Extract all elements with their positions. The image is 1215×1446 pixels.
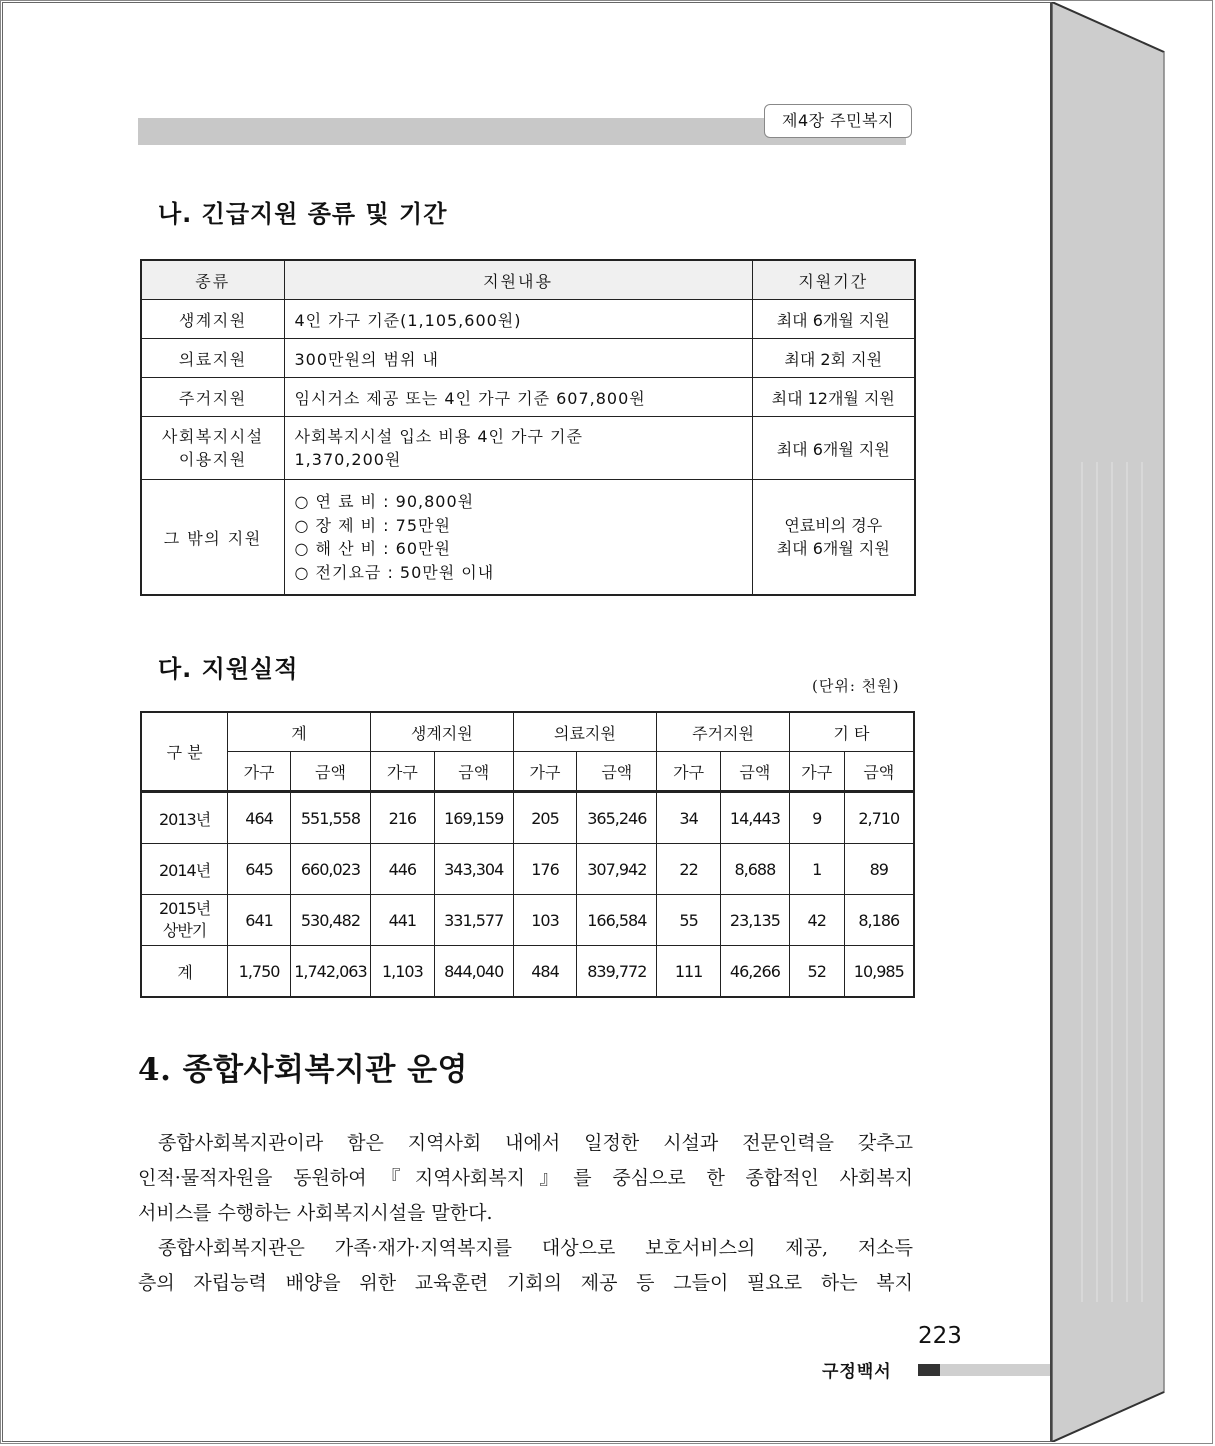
support-type: 그 밖의 지원 (141, 480, 284, 596)
unit-label: (단위: 천원) (812, 677, 900, 695)
support-period: 최대 2회 지원 (752, 339, 915, 378)
support-period-line: 연료비의 경우 (784, 515, 883, 535)
cell: 464 (228, 793, 291, 844)
cell: 530,482 (290, 895, 370, 946)
cell: 343,304 (434, 844, 513, 895)
support-types-table (140, 259, 916, 596)
body-line: 종합사회복지관이라 함은 지역사회 내에서 일정한 시설과 전문인력을 갖추고 (158, 1132, 913, 1154)
cell: 1 (789, 844, 844, 895)
row-label: 2013년 (141, 793, 228, 844)
cell: 89 (844, 844, 914, 895)
support-period (752, 480, 915, 596)
group-header: 기 타 (789, 712, 914, 752)
cell: 441 (370, 895, 434, 946)
cell: 14,443 (720, 793, 789, 844)
table-header: 지원기간 (752, 260, 915, 300)
footer-marker (918, 1364, 940, 1376)
bullet-item: ○ 전기요금 : 50만원 이내 (294, 562, 495, 582)
bullet-item: ○ 연 료 비 : 90,800원 (294, 492, 475, 511)
table-row (141, 895, 914, 946)
support-results-table (140, 711, 915, 998)
cell: 839,772 (577, 946, 657, 998)
cell: 205 (513, 793, 577, 844)
row-label: 2014년 (141, 844, 228, 895)
bullet-item: ○ 해 산 비 : 60만원 (294, 539, 451, 558)
support-content (284, 417, 752, 480)
support-type-line: 사회복지시설 (161, 426, 264, 446)
body-line: 서비스를 수행하는 사회복지시설을 말한다. (138, 1202, 493, 1224)
group-header: 생계지원 (370, 712, 513, 752)
body-line: 종합사회복지관은 가족·재가·지역복지를 대상으로 보호서비스의 제공, 저소득 (158, 1237, 913, 1259)
group-header: 의료지원 (513, 712, 657, 752)
sub-header: 금액 (844, 752, 914, 792)
corner-header: 구 분 (141, 712, 228, 791)
support-content: 4인 가구 기준(1,105,600원) (284, 300, 752, 339)
table-row (141, 480, 915, 596)
cell: 169,159 (434, 793, 513, 844)
cell: 216 (370, 793, 434, 844)
bullet-item: ○ 장 제 비 : 75만원 (294, 515, 451, 535)
cell: 446 (370, 844, 434, 895)
group-header: 주거지원 (657, 712, 790, 752)
row-label: 계 (141, 946, 228, 998)
sub-header: 가구 (228, 752, 291, 792)
footer-bar (940, 1364, 1050, 1376)
support-period: 최대 6개월 지원 (752, 300, 915, 339)
row-label (141, 895, 228, 946)
cell: 2,710 (844, 793, 914, 844)
cell: 1,103 (370, 946, 434, 998)
table-row (141, 844, 914, 895)
cell: 1,750 (228, 946, 291, 998)
row-label-line: 2015년 (158, 899, 211, 918)
group-header: 계 (228, 712, 371, 752)
cell: 10,985 (844, 946, 914, 998)
support-bullets (284, 480, 752, 596)
book-title: 구정백서 (822, 1362, 892, 1382)
cell: 166,584 (577, 895, 657, 946)
support-type (141, 417, 284, 480)
cell: 55 (657, 895, 721, 946)
support-content-line: 사회복지시설 입소 비용 4인 가구 기준 (294, 426, 583, 446)
table-row (141, 378, 915, 417)
table-row (141, 417, 915, 480)
cell: 645 (228, 844, 291, 895)
support-content-line: 1,370,200원 (294, 450, 402, 469)
row-label-line: 상반기 (162, 921, 207, 940)
section-title-na: 나. 긴급지원 종류 및 기간 (158, 200, 448, 228)
body-text (138, 1126, 913, 1301)
support-period: 최대 12개월 지원 (752, 378, 915, 417)
cell: 365,246 (577, 793, 657, 844)
cell: 8,688 (720, 844, 789, 895)
cell: 46,266 (720, 946, 789, 998)
table-group-header-row (141, 712, 914, 752)
table-row (141, 300, 915, 339)
table-row (141, 793, 914, 844)
table-row (141, 339, 915, 378)
sub-header: 금액 (577, 752, 657, 792)
cell: 8,186 (844, 895, 914, 946)
cell: 484 (513, 946, 577, 998)
cell: 22 (657, 844, 721, 895)
cell: 42 (789, 895, 844, 946)
cell: 331,577 (434, 895, 513, 946)
support-content: 임시거소 제공 또는 4인 가구 기준 607,800원 (284, 378, 752, 417)
cell: 844,040 (434, 946, 513, 998)
chapter-section-title: 4. 종합사회복지관 운영 (138, 1052, 468, 1088)
table-sub-header-row (141, 752, 914, 792)
sub-header: 가구 (370, 752, 434, 792)
support-period: 최대 6개월 지원 (752, 417, 915, 480)
table-header: 지원내용 (284, 260, 752, 300)
chapter-tab: 제4장 주민복지 (764, 104, 912, 138)
sub-header: 가구 (657, 752, 721, 792)
sub-header: 가구 (513, 752, 577, 792)
cell: 34 (657, 793, 721, 844)
cell: 660,023 (290, 844, 370, 895)
section-title-da: 다. 지원실적 (158, 655, 299, 683)
support-content: 300만원의 범위 내 (284, 339, 752, 378)
cell: 1,742,063 (290, 946, 370, 998)
support-type: 의료지원 (141, 339, 284, 378)
body-line: 층의 자립능력 배양을 위한 교육훈련 기회의 제공 등 그들이 필요로 하는 복지 (138, 1272, 913, 1294)
cell: 52 (789, 946, 844, 998)
support-type: 생계지원 (141, 300, 284, 339)
cell: 641 (228, 895, 291, 946)
cell: 111 (657, 946, 721, 998)
body-line: 인적·물적자원을 동원하여『지역사회복지』를 중심으로 한 종합적인 사회복지 (138, 1167, 913, 1189)
cell: 23,135 (720, 895, 789, 946)
table-header: 종류 (141, 260, 284, 300)
page-number: 223 (918, 1323, 962, 1349)
cell: 176 (513, 844, 577, 895)
cell: 551,558 (290, 793, 370, 844)
page-stack-edge (1052, 2, 1212, 1442)
sub-header: 가구 (789, 752, 844, 792)
sub-header: 금액 (434, 752, 513, 792)
cell: 307,942 (577, 844, 657, 895)
support-type-line: 이용지원 (178, 450, 247, 469)
sub-header: 금액 (720, 752, 789, 792)
support-period-line: 최대 6개월 지원 (776, 539, 890, 558)
support-type: 주거지원 (141, 378, 284, 417)
table-header-row (141, 260, 915, 300)
cell: 103 (513, 895, 577, 946)
sub-header: 금액 (290, 752, 370, 792)
cell: 9 (789, 793, 844, 844)
table-row-total (141, 946, 914, 998)
